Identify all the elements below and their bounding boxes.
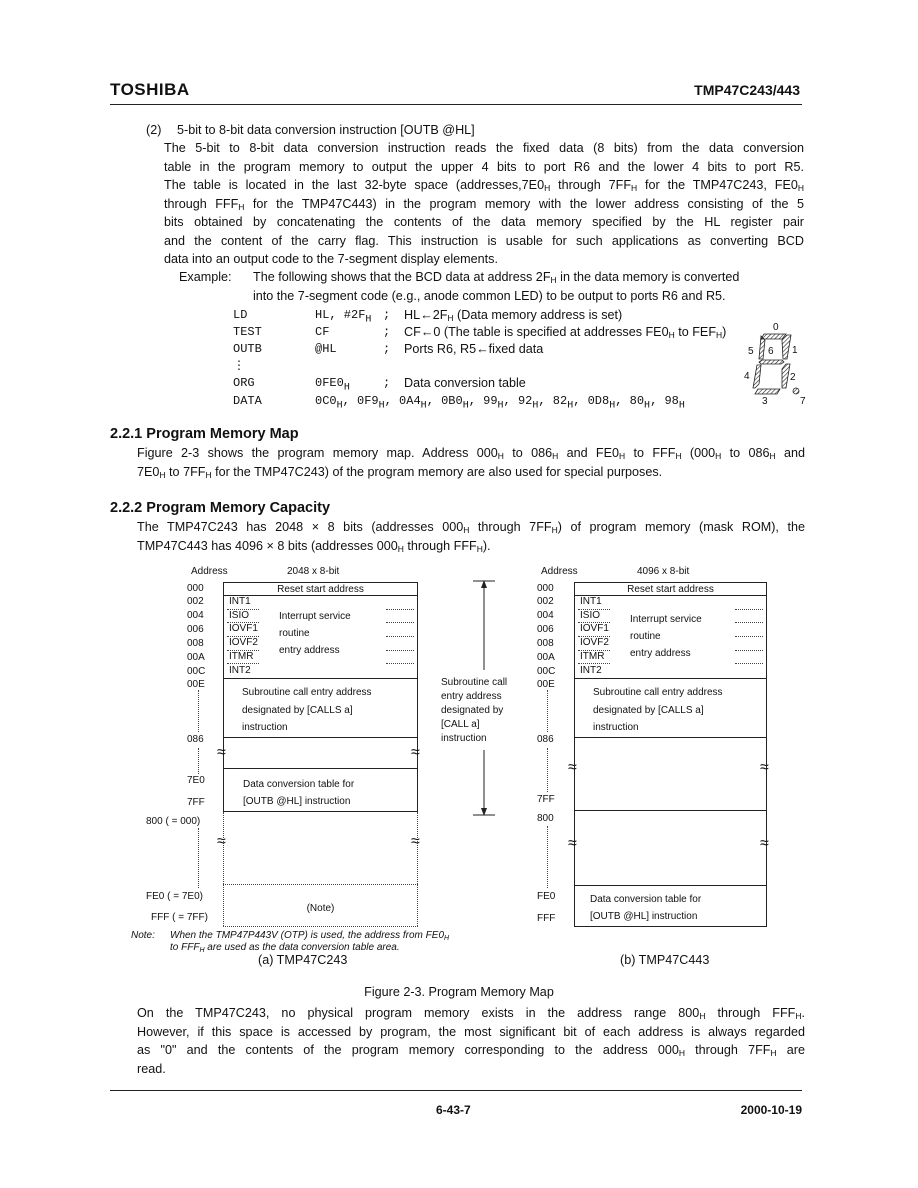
interrupt-label: IOVF2 — [229, 637, 258, 649]
segment-d — [755, 389, 780, 394]
code-op: ORG — [233, 376, 255, 390]
code-arg: @HL — [315, 342, 337, 356]
interrupt-divider — [735, 636, 763, 637]
text-line: and the content of the carry flag. This instruction is usable for such applications as converting BCD — [164, 233, 804, 248]
right-addr-800: 800 — [537, 813, 554, 824]
right-int-text-3: entry address — [630, 648, 691, 659]
middle-text-3: designated by — [441, 705, 504, 716]
interrupt-label: INT2 — [229, 664, 251, 676]
left-addr-00A: 00A — [187, 652, 205, 663]
decimal-point — [793, 388, 799, 394]
left-addr-000: 000 — [187, 583, 204, 594]
text-line: Figure 2-3 shows the program memory map. Address $000_H$ to $086_H$ and $FE0_H$ to $FFF_H$ ($000_H$ to $086_H$ and — [137, 446, 805, 461]
footer-rule — [110, 1090, 802, 1091]
segment-f — [759, 336, 765, 359]
left-address-label: Address — [191, 566, 228, 577]
text-line: table in the program memory to output the upper 4 bits to port R6 and the lower 4 bits to port R5. — [164, 159, 804, 174]
interrupt-divider — [735, 622, 763, 623]
middle-text-4: [CALL a] — [441, 719, 480, 730]
text-line: $7E0_H$ to $7FF_H$ for the TMP47C243) of the program memory are also used for special purposes. — [137, 464, 663, 480]
left-addr-008: 008 — [187, 638, 204, 649]
interrupt-divider — [386, 650, 414, 651]
left-addr-004: 004 — [187, 610, 204, 621]
text-line: TMP47C443 has 4096 × 8 bits (addresses $000_H$ through $FFF_H$). — [137, 538, 491, 554]
right-sub-text-2: designated by [CALLS a] — [593, 705, 704, 716]
figure-title: Figure 2-3. Program Memory Map — [364, 985, 554, 999]
interrupt-divider — [386, 663, 414, 664]
left-break-mark: ≈ — [411, 744, 420, 761]
left-size-label: 2048 x 8-bit — [287, 566, 340, 577]
right-break-gap — [575, 832, 766, 858]
seg-label-0: 0 — [773, 322, 779, 333]
code-arg: $0C0_H$, $0F9_H$, $0A4_H$, $0B0_H$, $99_H$, $92_H$, $82_H$, $0D8_H$, $80_H$, $98_H$ — [315, 394, 685, 412]
left-break-mark: ≈ — [217, 833, 226, 850]
text-line: bits obtained by concatenating the contents of the data memory specified by the HL register pair — [164, 215, 804, 229]
left-row-divider — [223, 768, 418, 769]
segment-a — [761, 334, 786, 339]
segment-c — [782, 364, 790, 388]
caption-right: (b) TMP47C443 — [620, 953, 710, 967]
text-line: The 5-bit to 8-bit data conversion instruction reads the fixed data (8 bits) from the data conversion — [164, 141, 804, 155]
left-reset-label: Reset start address — [277, 584, 364, 595]
right-addr-ellipsis — [547, 826, 548, 888]
interrupt-divider — [386, 622, 414, 623]
text-line: through $FFF_H$ for the TMP47C443) in the program memory with the lower address consisting of the 5 — [164, 196, 804, 212]
right-conv-text-1: Data conversion table for — [590, 894, 702, 905]
right-break-mark: ≈ — [760, 759, 769, 776]
right-break-mark: ≈ — [760, 835, 769, 852]
right-addr-008: 008 — [537, 638, 554, 649]
code-sep: ; — [383, 308, 391, 322]
middle-text-5: instruction — [441, 733, 487, 744]
right-reset-label: Reset start address — [627, 584, 714, 595]
code-arg: $0FE0_H$ — [315, 376, 350, 394]
segment-b — [782, 335, 791, 359]
footer-date: 2000-10-19 — [740, 1103, 802, 1117]
interrupt-label: INT1 — [580, 596, 602, 607]
left-int-text-3: entry address — [279, 645, 340, 656]
left-int-text-1: Interrupt service — [279, 611, 351, 622]
right-size-label: 4096 x 8-bit — [637, 566, 690, 577]
code-op: DATA — [233, 394, 262, 408]
right-addr-00C: 00C — [537, 666, 556, 677]
heading-2-2-1: 2.2.1 Program Memory Map — [110, 426, 299, 442]
left-addr-FFF: FFF ( = 7FF) — [151, 912, 208, 923]
right-break-mark: ≈ — [568, 759, 577, 776]
interrupt-label: ISIO — [580, 609, 601, 621]
left-addr-800: 800 ( = 000) — [146, 816, 201, 827]
left-addr-ellipsis — [198, 690, 199, 732]
interrupt-divider — [735, 609, 763, 610]
seg-label-1: 1 — [792, 345, 798, 356]
right-address-label: Address — [541, 566, 578, 577]
interrupt-label: IOVF1 — [580, 623, 609, 635]
right-row-divider — [574, 885, 767, 886]
text-line: as "0" and the contents of the program memory corresponding to the address $000_H$ through $7FF_H$ are — [137, 1043, 805, 1058]
text-line: However, if this space is accessed by program, the most significant bit of each address is always regarded — [137, 1024, 805, 1039]
left-int-text-2: routine — [279, 628, 310, 639]
left-addr-00E: 00E — [187, 679, 205, 690]
left-sub-text-2: designated by [CALLS a] — [242, 705, 353, 716]
left-addr-ellipsis — [198, 828, 199, 888]
heading-2-2-2: 2.2.2 Program Memory Capacity — [110, 500, 331, 516]
text-line: On the TMP47C243, no physical program memory exists in the address range $800_H$ through $FFF_H$. — [137, 1006, 806, 1021]
section-2-number: (2) — [146, 123, 162, 137]
left-break-mark: ≈ — [411, 833, 420, 850]
interrupt-divider — [735, 663, 763, 664]
left-break-mark: ≈ — [217, 744, 226, 761]
code-op: LD — [233, 308, 248, 322]
text-line: The following shows that the BCD data at address $2F_H$ in the data memory is converted — [253, 270, 740, 285]
right-row-divider — [574, 678, 767, 679]
left-conv-text-1: Data conversion table for — [243, 779, 355, 790]
left-ghost-divider — [223, 926, 418, 927]
code-comment: Data conversion table — [404, 376, 526, 390]
interrupt-label: IOVF1 — [229, 623, 258, 635]
interrupt-label: INT1 — [229, 596, 251, 607]
code-sep: ; — [383, 342, 391, 356]
left-ghost-divider — [223, 884, 418, 885]
right-addr-002: 002 — [537, 596, 554, 607]
code-op: ⋮ — [233, 359, 245, 373]
right-row-divider — [574, 737, 767, 738]
code-arg: HL, $\#2F_H$ — [315, 308, 372, 326]
left-sub-text-1: Subroutine call entry address — [242, 687, 372, 698]
right-addr-FE0: FE0 — [537, 891, 556, 902]
code-comment: CF←0 (The table is specified at addresses $FE0_H$ to $FEF_H$) — [404, 325, 727, 340]
left-sub-text-3: instruction — [242, 722, 288, 733]
right-addr-000: 000 — [537, 583, 554, 594]
text-line: data into an output code to the 7-segment display elements. — [164, 252, 498, 266]
interrupt-label: ITMR — [580, 650, 605, 662]
text-line: The table is located in the last 32-byte space ($addresses,7E0_H$ through $7FF_H$ for the TMP47C243, $FE0_H$ — [164, 178, 804, 193]
seg-label-6: 6 — [768, 346, 774, 357]
left-addr-7FF: 7FF — [187, 797, 205, 808]
seven-segment-diagram — [740, 318, 810, 408]
section-221-body — [137, 444, 805, 481]
right-addr-086: 086 — [537, 734, 554, 745]
caption-left: (a) TMP47C243 — [258, 953, 348, 967]
seg-label-2: 2 — [790, 372, 796, 383]
left-addr-086: 086 — [187, 734, 204, 745]
right-addr-ellipsis — [547, 690, 548, 732]
brand-logo: TOSHIBA — [110, 80, 190, 99]
text-line: read. — [137, 1061, 166, 1076]
right-break-gap — [575, 755, 766, 781]
left-note-box: (Note) — [306, 903, 335, 914]
interrupt-divider — [386, 636, 414, 637]
seg-label-7: 7 — [800, 396, 806, 407]
left-addr-006: 006 — [187, 624, 204, 635]
right-break-mark: ≈ — [568, 835, 577, 852]
right-addr-ellipsis — [547, 748, 548, 792]
right-addr-00A: 00A — [537, 652, 555, 663]
code-comment: $HL\leftarrow 2F_H$ (Data memory address is set) — [404, 308, 623, 323]
example-label: Example: — [179, 270, 232, 284]
left-conv-text-2: [OUTB @HL] instruction — [243, 796, 351, 807]
code-sep: ; — [383, 325, 391, 339]
interrupt-label: ISIO — [229, 609, 250, 621]
middle-text-1: Subroutine call — [441, 677, 508, 688]
seg-label-3: 3 — [762, 396, 768, 407]
right-conv-text-2: [OUTB @HL] instruction — [590, 911, 698, 922]
segment-g — [759, 360, 784, 364]
interrupt-label: ITMR — [229, 650, 254, 662]
figure-note-line-2: to $FFF_H$ are used as the data conversion table area. — [170, 942, 400, 954]
seg-label-4: 4 — [744, 371, 750, 382]
code-op: TEST — [233, 325, 262, 339]
left-addr-ellipsis — [198, 748, 199, 774]
code-sep: ; — [383, 376, 391, 390]
right-sub-text-3: instruction — [593, 722, 639, 733]
right-int-text-2: routine — [630, 631, 661, 642]
right-int-text-1: Interrupt service — [630, 614, 702, 625]
left-addr-002: 002 — [187, 596, 204, 607]
interrupt-divider — [735, 650, 763, 651]
text-line: into the 7-segment code (e.g., anode common LED) to be output to ports R6 and R5. — [253, 288, 726, 303]
left-row-divider — [223, 678, 418, 679]
section-222-body — [137, 518, 805, 555]
right-addr-FFF: FFF — [537, 913, 556, 924]
figure-note-label: Note: — [131, 930, 155, 941]
code-arg: CF — [315, 325, 330, 339]
left-addr-7E0: 7E0 — [187, 775, 205, 786]
section-2-title: 5-bit to 8-bit data conversion instruction [OUTB @HL] — [177, 123, 475, 137]
text-line: The TMP47C243 has 2048 × 8 bits (addresses $000_H$ through $7FF_H$) of program memory (mask ROM), the — [137, 520, 805, 535]
right-addr-00E: 00E — [537, 679, 555, 690]
right-addr-7FF: 7FF — [537, 794, 555, 805]
left-addr-00C: 00C — [187, 666, 206, 677]
closing-paragraph — [137, 1004, 805, 1078]
interrupt-label: INT2 — [580, 664, 602, 676]
model-number: TMP47C243/443 — [694, 82, 800, 98]
left-break-gap — [224, 740, 417, 766]
page-number: 6-43-7 — [436, 1103, 471, 1117]
right-row-divider — [574, 810, 767, 811]
example-body — [253, 268, 805, 305]
code-comment: Ports R6, R5←fixed data — [404, 342, 544, 356]
code-op: OUTB — [233, 342, 262, 356]
right-addr-006: 006 — [537, 624, 554, 635]
right-sub-text-1: Subroutine call entry address — [593, 687, 723, 698]
segment-e — [753, 365, 761, 388]
middle-text-2: entry address — [441, 691, 502, 702]
right-addr-004: 004 — [537, 610, 554, 621]
header-rule — [110, 104, 802, 105]
seg-label-5: 5 — [748, 346, 754, 357]
figure-note-line-1: When the TMP47P443V (OTP) is used, the address from $FE0_H$ — [170, 930, 450, 942]
left-addr-FE0: FE0 ( = 7E0) — [146, 891, 203, 902]
interrupt-label: IOVF2 — [580, 637, 609, 649]
interrupt-divider — [386, 609, 414, 610]
left-row-divider — [223, 737, 418, 738]
section-2-body — [164, 139, 804, 269]
